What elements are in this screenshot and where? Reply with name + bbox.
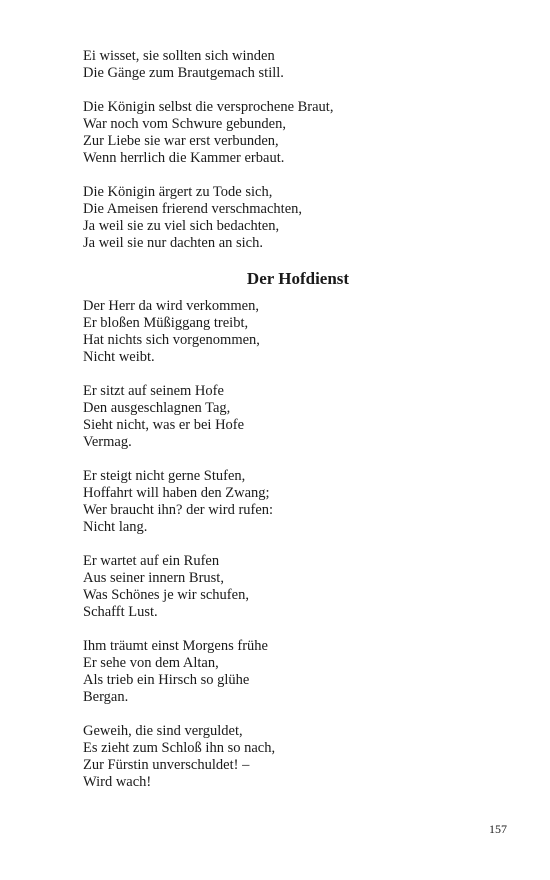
verse-line: Die Ameisen frierend verschmachten,	[83, 201, 303, 217]
stanza	[83, 383, 463, 451]
verse-line: Die Königin ärgert zu Tode sich,	[83, 184, 273, 200]
verse-line: Ja weil sie zu viel sich bedachten,	[83, 218, 280, 234]
verse-line: Ei wisset, sie sollten sich winden	[83, 48, 275, 64]
verse-line: Bergan.	[83, 689, 129, 705]
page-number: 157	[489, 822, 507, 836]
verse-line: Er sitzt auf seinem Hofe	[83, 383, 224, 399]
verse-line: Aus seiner innern Brust,	[83, 570, 224, 586]
verse-line: Er sehe von dem Altan,	[83, 655, 219, 671]
verse-line: War noch vom Schwure gebunden,	[83, 116, 286, 132]
verse-line: Die Königin selbst die versprochene Braut,	[83, 99, 334, 115]
stanza	[83, 99, 463, 167]
verse-line: Hoffahrt will haben den Zwang;	[83, 485, 270, 501]
verse-line: Geweih, die sind verguldet,	[83, 723, 243, 739]
stanza	[83, 468, 463, 536]
verse-line: Die Gänge zum Brautgemach still.	[83, 65, 284, 81]
verse-line: Zur Fürstin unverschuldet! –	[83, 757, 250, 773]
stanza	[83, 553, 463, 621]
verse-line: Nicht lang.	[83, 519, 148, 535]
verse-line: Er wartet auf ein Rufen	[83, 553, 220, 569]
stanza	[83, 723, 463, 791]
stanza	[83, 638, 463, 706]
verse-line: Der Herr da wird verkommen,	[83, 298, 259, 314]
verse-line: Wenn herrlich die Kammer erbaut.	[83, 150, 285, 166]
verse-line: Er steigt nicht gerne Stufen,	[83, 468, 246, 484]
verse-line: Schafft Lust.	[83, 604, 158, 620]
verse-line: Ja weil sie nur dachten an sich.	[83, 235, 263, 251]
verse-line: Vermag.	[83, 434, 132, 450]
verse-line: Sieht nicht, was er bei Hofe	[83, 417, 245, 433]
verse-line: Was Schönes je wir schufen,	[83, 587, 249, 603]
verse-line: Nicht weibt.	[83, 349, 155, 365]
stanza	[83, 48, 463, 82]
verse-line: Als trieb ein Hirsch so glühe	[83, 672, 250, 688]
poem-title: Der Hofdienst	[246, 269, 350, 288]
verse-line: Wer braucht ihn? der wird rufen:	[83, 502, 274, 518]
verse-line: Hat nichts sich vorgenommen,	[83, 332, 260, 348]
stanza	[83, 298, 463, 366]
verse-line: Wird wach!	[83, 774, 152, 790]
stanza	[83, 184, 463, 252]
verse-line: Es zieht zum Schloß ihn so nach,	[83, 740, 276, 756]
verse-line: Den ausgeschlagnen Tag,	[83, 400, 231, 416]
page-content	[83, 48, 463, 808]
poem-body	[83, 298, 463, 791]
previous-poem-ending	[83, 48, 463, 252]
verse-line: Er bloßen Müßiggang treibt,	[83, 315, 249, 331]
verse-line: Zur Liebe sie war erst verbunden,	[83, 133, 279, 149]
verse-line: Ihm träumt einst Morgens frühe	[83, 638, 268, 654]
